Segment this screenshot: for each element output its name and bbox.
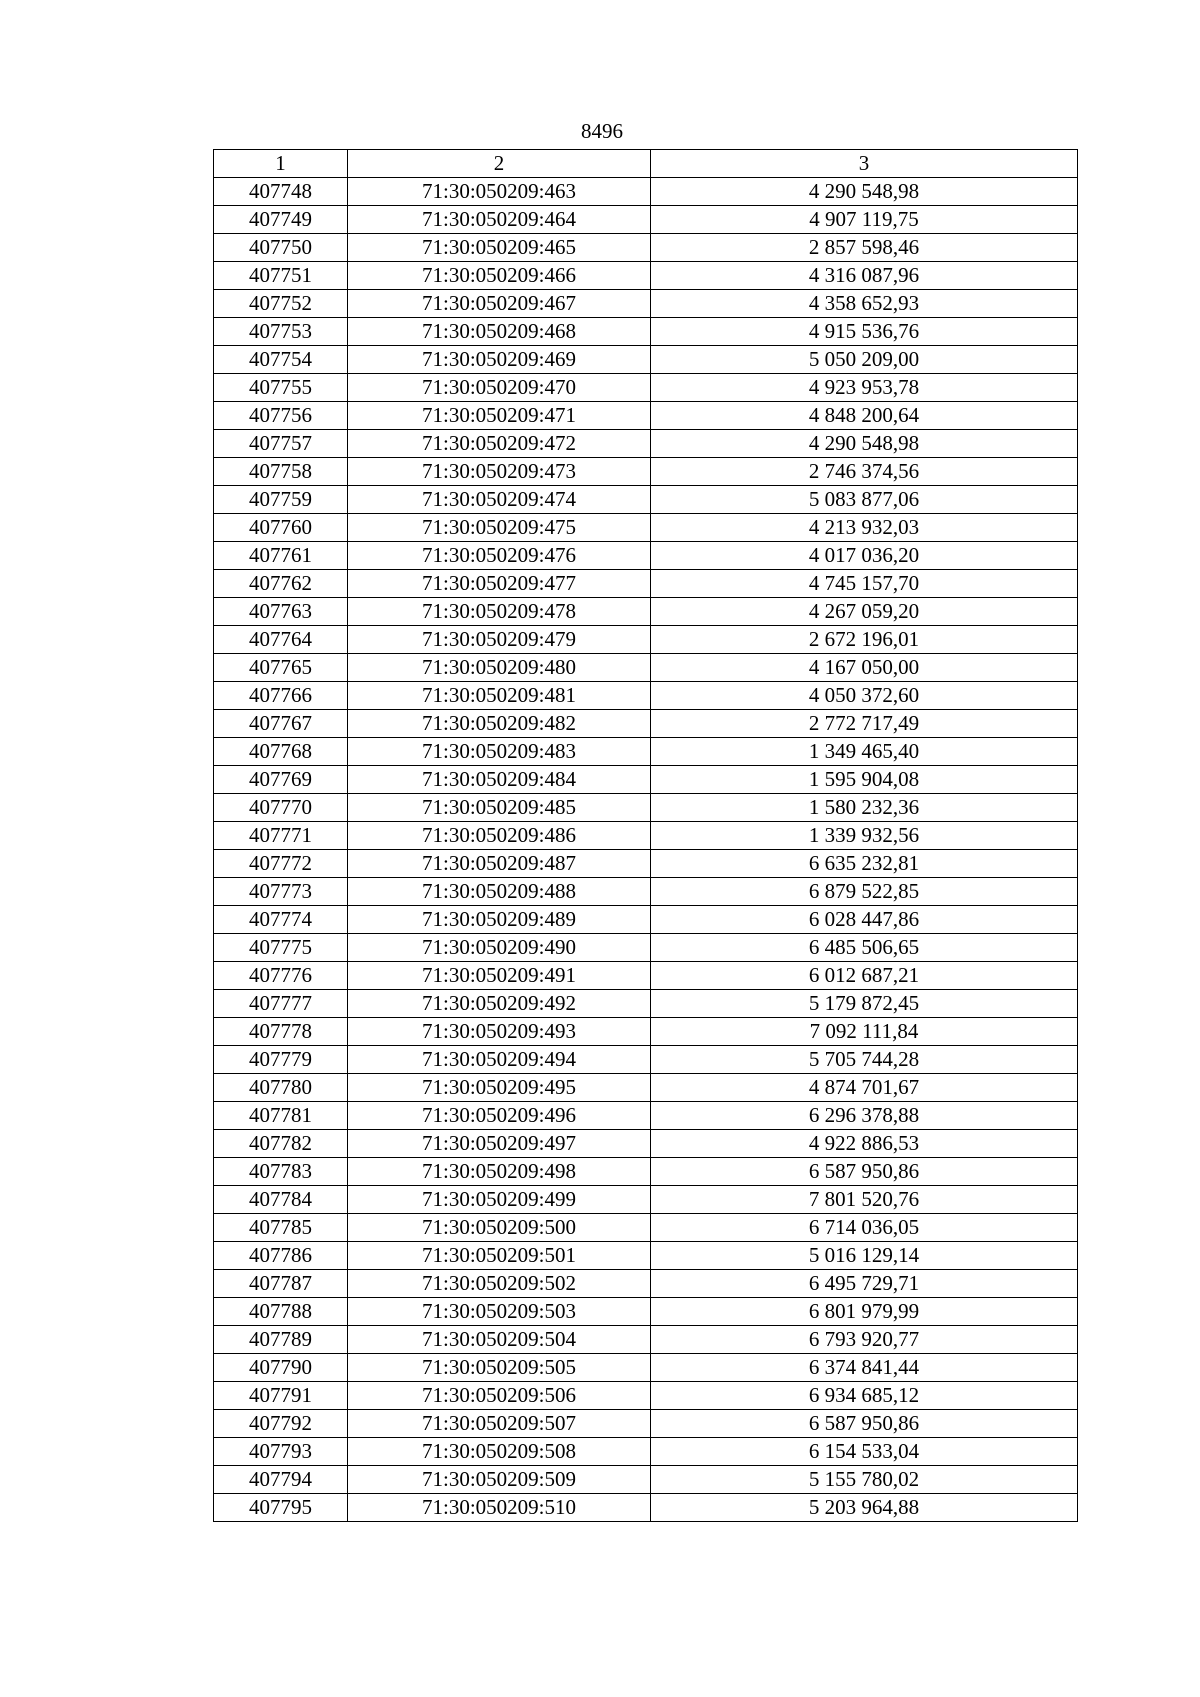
cadastral-value-cell: 7 092 111,84 [651,1018,1078,1046]
cadastral-value-cell: 6 879 522,85 [651,878,1078,906]
cadastral-number-cell: 71:30:050209:502 [348,1270,651,1298]
row-number-cell: 407790 [214,1354,348,1382]
table-row [214,1354,1078,1382]
row-number-cell: 407749 [214,206,348,234]
row-number-cell: 407779 [214,1046,348,1074]
row-number-cell: 407768 [214,738,348,766]
cadastral-number-cell: 71:30:050209:495 [348,1074,651,1102]
row-number-cell: 407761 [214,542,348,570]
cadastral-number-cell: 71:30:050209:472 [348,430,651,458]
row-number-cell: 407755 [214,374,348,402]
table-row [214,1102,1078,1130]
table-row [214,542,1078,570]
row-number-cell: 407784 [214,1186,348,1214]
row-number-cell: 407751 [214,262,348,290]
cadastral-number-cell: 71:30:050209:503 [348,1298,651,1326]
table-row [214,1074,1078,1102]
cadastral-value-cell: 1 339 932,56 [651,822,1078,850]
table-row [214,1494,1078,1522]
page-number: 8496 [581,119,623,143]
cadastral-value-cell: 4 290 548,98 [651,430,1078,458]
cadastral-number-cell: 71:30:050209:499 [348,1186,651,1214]
cadastral-number-cell: 71:30:050209:478 [348,598,651,626]
cadastral-value-cell: 4 167 050,00 [651,654,1078,682]
cadastral-value-cell: 6 714 036,05 [651,1214,1078,1242]
table-row [214,1270,1078,1298]
cadastral-number-cell: 71:30:050209:463 [348,178,651,206]
cadastral-number-cell: 71:30:050209:507 [348,1410,651,1438]
cadastral-value-cell: 5 203 964,88 [651,1494,1078,1522]
row-number-cell: 407767 [214,710,348,738]
table-row [214,262,1078,290]
cadastral-number-cell: 71:30:050209:481 [348,682,651,710]
row-number-cell: 407774 [214,906,348,934]
cadastral-number-cell: 71:30:050209:465 [348,234,651,262]
row-number-cell: 407756 [214,402,348,430]
cadastral-value-table [213,149,1078,1522]
cadastral-value-cell: 6 485 506,65 [651,934,1078,962]
cadastral-value-cell: 6 587 950,86 [651,1158,1078,1186]
cadastral-value-cell: 4 923 953,78 [651,374,1078,402]
table-row [214,598,1078,626]
cadastral-number-cell: 71:30:050209:471 [348,402,651,430]
row-number-cell: 407787 [214,1270,348,1298]
row-number-cell: 407754 [214,346,348,374]
cadastral-value-cell: 6 934 685,12 [651,1382,1078,1410]
cadastral-number-cell: 71:30:050209:486 [348,822,651,850]
table-row [214,486,1078,514]
cadastral-number-cell: 71:30:050209:501 [348,1242,651,1270]
cadastral-number-cell: 71:30:050209:487 [348,850,651,878]
cadastral-value-cell: 4 848 200,64 [651,402,1078,430]
cadastral-number-cell: 71:30:050209:509 [348,1466,651,1494]
row-number-cell: 407789 [214,1326,348,1354]
row-number-cell: 407776 [214,962,348,990]
cadastral-number-cell: 71:30:050209:492 [348,990,651,1018]
cadastral-number-cell: 71:30:050209:482 [348,710,651,738]
cadastral-value-cell: 4 745 157,70 [651,570,1078,598]
table-row [214,1382,1078,1410]
cadastral-value-cell: 6 028 447,86 [651,906,1078,934]
cadastral-number-cell: 71:30:050209:489 [348,906,651,934]
cadastral-value-cell: 6 635 232,81 [651,850,1078,878]
row-number-cell: 407788 [214,1298,348,1326]
cadastral-value-cell: 1 349 465,40 [651,738,1078,766]
cadastral-value-cell: 2 672 196,01 [651,626,1078,654]
row-number-cell: 407791 [214,1382,348,1410]
table-row [214,934,1078,962]
cadastral-number-cell: 71:30:050209:469 [348,346,651,374]
cadastral-value-cell: 5 050 209,00 [651,346,1078,374]
table-row [214,514,1078,542]
table-row [214,850,1078,878]
cadastral-number-cell: 71:30:050209:491 [348,962,651,990]
row-number-cell: 407783 [214,1158,348,1186]
cadastral-number-cell: 71:30:050209:504 [348,1326,651,1354]
table-row [214,766,1078,794]
cadastral-number-cell: 71:30:050209:490 [348,934,651,962]
table-row [214,1186,1078,1214]
cadastral-value-cell: 4 915 536,76 [651,318,1078,346]
cadastral-value-cell: 5 155 780,02 [651,1466,1078,1494]
cadastral-number-cell: 71:30:050209:483 [348,738,651,766]
table-row [214,570,1078,598]
table-row [214,906,1078,934]
cadastral-value-cell: 4 922 886,53 [651,1130,1078,1158]
row-number-cell: 407795 [214,1494,348,1522]
cadastral-value-cell: 2 772 717,49 [651,710,1078,738]
row-number-cell: 407793 [214,1438,348,1466]
row-number-cell: 407770 [214,794,348,822]
row-number-cell: 407766 [214,682,348,710]
cadastral-number-cell: 71:30:050209:470 [348,374,651,402]
table-row [214,1046,1078,1074]
cadastral-number-cell: 71:30:050209:473 [348,458,651,486]
cadastral-value-cell: 4 874 701,67 [651,1074,1078,1102]
column-header-1: 1 [214,150,348,178]
cadastral-value-cell: 4 267 059,20 [651,598,1078,626]
row-number-cell: 407757 [214,430,348,458]
cadastral-value-cell: 6 587 950,86 [651,1410,1078,1438]
table-row [214,458,1078,486]
cadastral-value-cell: 4 316 087,96 [651,262,1078,290]
row-number-cell: 407762 [214,570,348,598]
cadastral-value-cell: 4 907 119,75 [651,206,1078,234]
cadastral-number-cell: 71:30:050209:505 [348,1354,651,1382]
table-row [214,682,1078,710]
cadastral-number-cell: 71:30:050209:494 [348,1046,651,1074]
row-number-cell: 407748 [214,178,348,206]
table-row [214,1438,1078,1466]
row-number-cell: 407759 [214,486,348,514]
cadastral-value-cell: 1 595 904,08 [651,766,1078,794]
row-number-cell: 407760 [214,514,348,542]
table-row [214,178,1078,206]
cadastral-value-cell: 5 179 872,45 [651,990,1078,1018]
cadastral-value-cell: 4 017 036,20 [651,542,1078,570]
cadastral-value-cell: 7 801 520,76 [651,1186,1078,1214]
row-number-cell: 407752 [214,290,348,318]
table-row [214,234,1078,262]
cadastral-value-cell: 2 746 374,56 [651,458,1078,486]
cadastral-number-cell: 71:30:050209:488 [348,878,651,906]
cadastral-number-cell: 71:30:050209:484 [348,766,651,794]
row-number-cell: 407772 [214,850,348,878]
table-row [214,654,1078,682]
row-number-cell: 407750 [214,234,348,262]
table-row [214,794,1078,822]
cadastral-value-cell: 4 358 652,93 [651,290,1078,318]
table-row [214,878,1078,906]
table-row [214,626,1078,654]
table-body [214,150,1078,1522]
cadastral-value-cell: 6 296 378,88 [651,1102,1078,1130]
row-number-cell: 407765 [214,654,348,682]
table-row [214,318,1078,346]
table-row [214,962,1078,990]
table-row [214,822,1078,850]
cadastral-number-cell: 71:30:050209:464 [348,206,651,234]
table-row [214,290,1078,318]
table-row [214,1130,1078,1158]
cadastral-number-cell: 71:30:050209:479 [348,626,651,654]
cadastral-value-cell: 6 801 979,99 [651,1298,1078,1326]
column-header-2: 2 [348,150,651,178]
table-row [214,346,1078,374]
cadastral-value-cell: 5 083 877,06 [651,486,1078,514]
row-number-cell: 407758 [214,458,348,486]
row-number-cell: 407764 [214,626,348,654]
cadastral-number-cell: 71:30:050209:467 [348,290,651,318]
cadastral-number-cell: 71:30:050209:477 [348,570,651,598]
cadastral-value-cell: 5 705 744,28 [651,1046,1078,1074]
row-number-cell: 407775 [214,934,348,962]
cadastral-number-cell: 71:30:050209:485 [348,794,651,822]
cadastral-value-cell: 4 050 372,60 [651,682,1078,710]
cadastral-number-cell: 71:30:050209:474 [348,486,651,514]
cadastral-number-cell: 71:30:050209:496 [348,1102,651,1130]
row-number-cell: 407777 [214,990,348,1018]
cadastral-value-cell: 6 495 729,71 [651,1270,1078,1298]
cadastral-value-cell: 2 857 598,46 [651,234,1078,262]
cadastral-value-cell: 1 580 232,36 [651,794,1078,822]
cadastral-number-cell: 71:30:050209:508 [348,1438,651,1466]
cadastral-number-cell: 71:30:050209:498 [348,1158,651,1186]
table-row [214,1242,1078,1270]
row-number-cell: 407778 [214,1018,348,1046]
row-number-cell: 407781 [214,1102,348,1130]
table-row [214,206,1078,234]
row-number-cell: 407753 [214,318,348,346]
table-row [214,402,1078,430]
cadastral-number-cell: 71:30:050209:497 [348,1130,651,1158]
table-row [214,1158,1078,1186]
cadastral-value-cell: 5 016 129,14 [651,1242,1078,1270]
cadastral-number-cell: 71:30:050209:468 [348,318,651,346]
table-row [214,1298,1078,1326]
cadastral-number-cell: 71:30:050209:476 [348,542,651,570]
row-number-cell: 407794 [214,1466,348,1494]
row-number-cell: 407769 [214,766,348,794]
cadastral-number-cell: 71:30:050209:475 [348,514,651,542]
cadastral-value-cell: 6 793 920,77 [651,1326,1078,1354]
table-row [214,990,1078,1018]
cadastral-number-cell: 71:30:050209:466 [348,262,651,290]
cadastral-value-cell: 4 290 548,98 [651,178,1078,206]
row-number-cell: 407792 [214,1410,348,1438]
cadastral-number-cell: 71:30:050209:493 [348,1018,651,1046]
table-header-row [214,150,1078,178]
table-row [214,374,1078,402]
table-row [214,430,1078,458]
table-row [214,1326,1078,1354]
cadastral-number-cell: 71:30:050209:510 [348,1494,651,1522]
table-row [214,738,1078,766]
cadastral-value-cell: 6 012 687,21 [651,962,1078,990]
cadastral-number-cell: 71:30:050209:506 [348,1382,651,1410]
table-row [214,1410,1078,1438]
cadastral-value-cell: 4 213 932,03 [651,514,1078,542]
cadastral-number-cell: 71:30:050209:480 [348,654,651,682]
cadastral-number-cell: 71:30:050209:500 [348,1214,651,1242]
table-row [214,1018,1078,1046]
row-number-cell: 407763 [214,598,348,626]
table-row [214,1466,1078,1494]
row-number-cell: 407786 [214,1242,348,1270]
row-number-cell: 407773 [214,878,348,906]
row-number-cell: 407780 [214,1074,348,1102]
cadastral-value-cell: 6 154 533,04 [651,1438,1078,1466]
row-number-cell: 407785 [214,1214,348,1242]
row-number-cell: 407782 [214,1130,348,1158]
column-header-3: 3 [651,150,1078,178]
row-number-cell: 407771 [214,822,348,850]
table-row [214,710,1078,738]
table-row [214,1214,1078,1242]
cadastral-value-cell: 6 374 841,44 [651,1354,1078,1382]
